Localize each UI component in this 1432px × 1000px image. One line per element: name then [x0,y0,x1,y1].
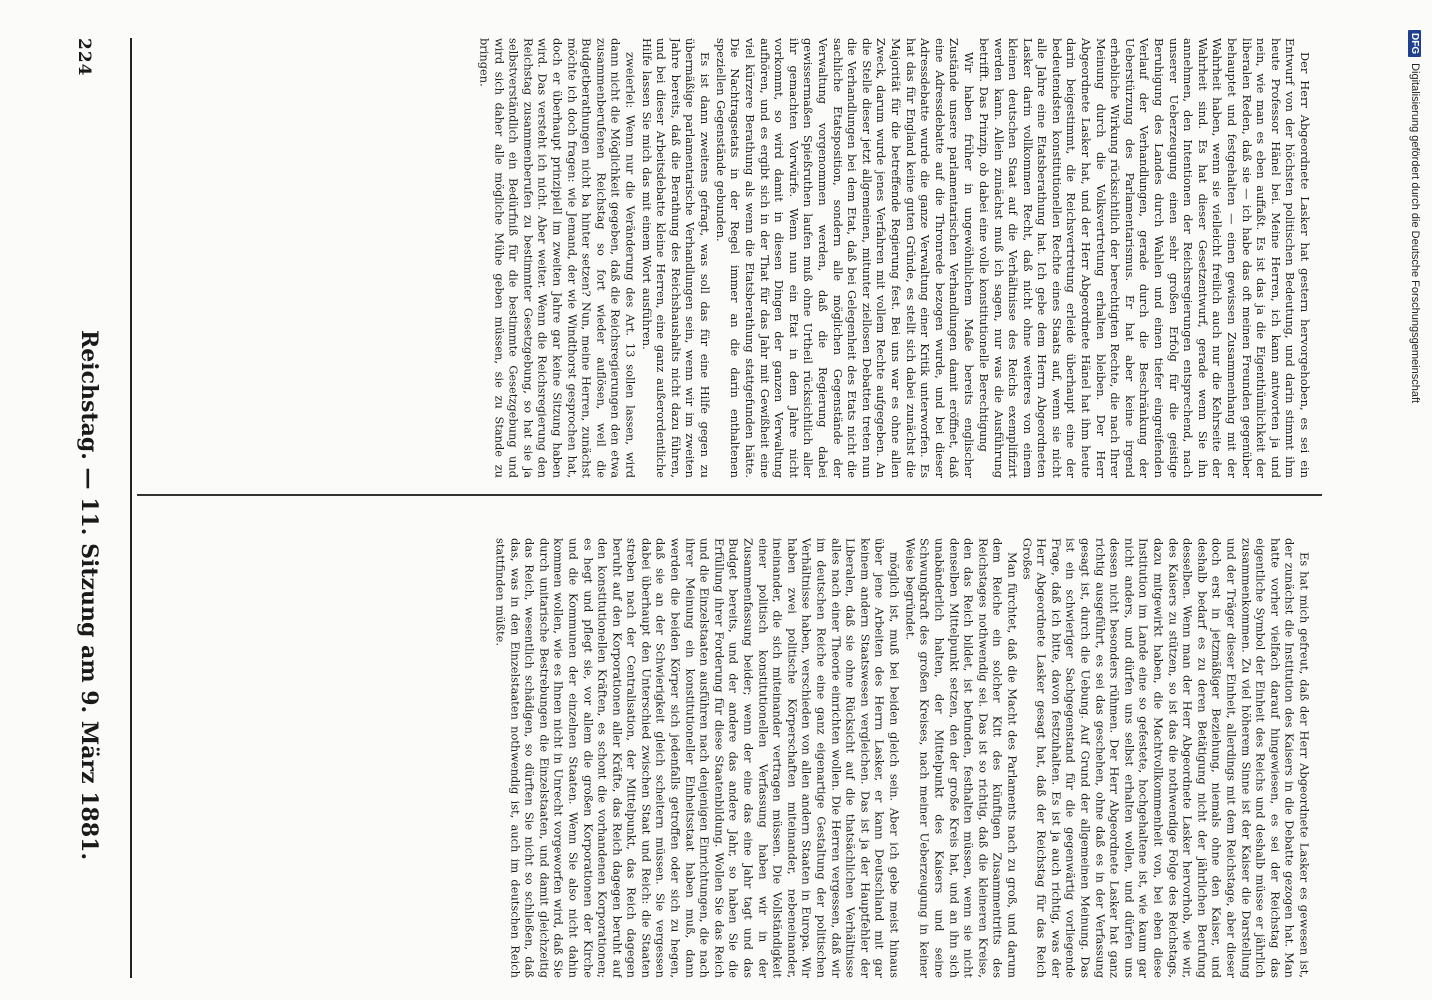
paragraph: möglich ist, muß bei beiden gleich sein. Aber ich gebe meist hinaus über jene Arbeiten des Herrn Lasker, er kann Deutschland mit gar keinem andern Staatswesen vergleichen. Das ist ja der Hauptfehler der Liberalen, daß sie ohne Rücksicht auf die thatsächlichen Verhältnisse alles nach einer Theorie einrichten wollen. Die Herren vergessen, daß wir im deutschen Reiche eine ganz eigenartige Gestaltung der politischen Verhältnisse haben, verschieden von allen andern Staaten in Europa. Wir haben zwei politische Körperschaften miteinander, nebeneinander, ineinander, die sich miteinander vertragen müssen. Die Vollständigkeit einer politisch konstitutionellen Verfassung haben wir in der Zusammenfassung beider; wenn der eine das eine Jahr tagt und das Budget bereits, und der andere das andere Jahr, so haben Sie die Erfüllung ihrer Forderung für diese Staatenbildung. Wollen Sie das Reich und die Einzelstaaten ausführen nach denjenigen Einrichtungen, die nach ihrer Meinung ein konstitutioneller Einheitsstaat haben muß, dann werden die beiden Körper sich jedenfalls getroffen oder sich zu hegen, daß sie an der Schwierigkeit gleich scheitern müssen. Sie vergessen dabei überhaupt den Unterschied zwischen Staat und Reich: die Staaten streben nach der Centralisation, der Mittelpunkt, das Reich dagegen beruht auf den Korporationen aller Kräfte, das Reich dagegen beruht auf den konstitutionellen Kräften, es schont die vorhandenen Korporationen; es hegt und pflegt sie, vor allem die großen Korporationen der Kirche und die Kommunen der einzelnen Staaten. Wenn Sie also nicht dahin kommen wollen, wie es Ihnen nicht in Unrecht vorgeworfen wird, daß Sie durch unitarische Bestrebungen die Einzelstaaten, und damit gleichzeitig das Reich, wesentlich schädigen, so dürften Sie nicht so schließen, daß das, was in den Einzelstaaten nothwendig ist, auch im deutschen Reich stattfinden müßte. [493,538,902,978]
running-head: Reichstag. — 11. Sitzung am 9. März 1881. [76,330,102,861]
paragraph: Der Herr Abgeordnete Lasker hat gestern hervorgehoben, es sei ein Entwurf von der höchsten politischen Bedeutung, und darin stimmt ihm heute Professor Hänel bei. Meine Herren, ich kann antworten ja und nein, wie man es eben auffaßt. Es ist das ja die Eigenthümlichkeit der liberalen Reden, daß sie — ich habe das oft meinen Freunden gegenüber behauptet und festgehalten — einen gewissen Zusammenhang mit der Wahrheit haben, wenn sie vielleicht freilich auch nur die Kehrseite der Wahrheit sind. Es hat dieser Gesetzentwurf, gerade wenn Sie ihn annehmen, den Intentionen der Reichsregierungen entsprechend, nach unserer Ueberzeugung einen sehr großen Erfolg für die geistige Beruhigung des Landes durch Wahlen und einen tiefer eingreifenden Verlauf der Verhandlungen, gerade durch die Beschränkung der Ueberstürzung des Parlamentarismus. Er hat aber keine irgend erhebliche Wirkung rücksichtlich der berechtigten Rechte, die nach Ihrer Meinung durch die Volksvertretung erhalten bleiben. Der Herr Abgeordnete Lasker hat, und der Herr Abgeordnete Hänel hat ihm heute darin beigestimmt, die Reichsvertretung erleide überhaupt eine der bedeutendsten konstitutionellen Rechte eines Staats auf, wenn sie nicht alle Jahre eine Etatsberathung hat. Ich gebe dem Herrn Abgeordneten Lasker darin vollkommen Recht, daß nicht ohne weiteres von einem kleinen deutschen Staat auf die Verhältnisse des Reichs exemplifizirt werden kann. Allein zunächst muß ich sagen, nur was die Ausführung betrifft. Das Prinzip, ob dabei eine volle konstitutionelle Berechtigung [976,38,1312,478]
column-text [477,38,1312,478]
column-divider [137,494,1322,496]
paragraph: Wir haben früher in ungewöhnlichem Maße bereits englischer Zustände unsere parlamentarischen Verhandlungen damit eröffnet, daß eine Adressdebatte auf die Thronrede bezogen wurde, und bei dieser Adressdebatte wurde die ganze Verwaltung einer Kritik unterworfen. Es hat das für England keine guten Gründe, es stellt sich dabei zunächst die Majorität für die betreffende Regierung fest. Bei uns war es ohne allen Zweck, darum wurde jenes Verfahren mit vollem Rechte aufgegeben. An die Stelle dieser jetzt allgemeinen, mitunter ziellosen Debatten treten nun die Verhandlungen bei dem Etat, daß bei Gelegenheit des Etats nicht die sachliche Etatsposition, sondern alle möglichen Gegenstände der Verwaltung vorgenommen werden, daß die Regierung dabei gewissermaßen Spießruthen laufen muß ohne Urtheil rücksichtlich aller ihr gemachten Vorwürfe. Wenn nun ein Etat in dem Jahre nicht vorkommt, so wird damit in diesen Dingen der ganzen Verwaltung aufhören, und es ergibt sich in der That für das Jahr mit Gewißheit eine viel kürzere Berathung als wenn die Etatsberathung stattgefunden hätte. Die Nachtragsetats in der Regel immer an die darin enthaltenen speziellen Gegenstände gebunden. [713,38,976,478]
paragraph: Es ist dann zweitens gefragt, was soll das für eine Hilfe gegen zu übermäßige parlamentarische Verhandlungen sein, wenn wir im zweiten Jahre bereits, daß die Berathung des Reichshaushalts nicht dazu führen, und bei dieser Arbeitsdebatte kleine Herren, eine ganz außerordentliche Hilfe lassen Sie mich das mit einem Wort ausführen. [639,38,712,478]
paragraph: Man fürchtet, daß die Macht des Parlaments nach zu groß, und darum dem Reiche ein solcher Kitt des künftigen Zusammentritts des Reichstages nothwendig sei. Das ist so richtig, daß die kleineren Kreise, den das Reich bildet, ist befunden, festhalten müssen, wenn sie nicht denselben Mittelpunkt setzen, den der große Kreis hat, und an ihn sich unabänderlich halten, der Mittelpunkt des Kaisers und seine Schwungkraft des großen Kreises, nach meiner Ueberzeugung in keiner Weise begründet. [902,538,1020,978]
paragraph: zweierlei: Wenn nur die Veränderung des Art. 13 sollen lassen, wird dann nicht die Möglichkeit gegeben, daß die Reichsregierungen den etwa zusammenberufenen Reichstag so fort wieder auflösen, weil die Budgetberathungen nicht ba hinter setzen? Nun, meine Herren, zunächst möchte ich doch fragen: wie Jemand, der wie Windthorst gesprochen hat, doch er überhaupt prinzipiell im zweiten Jahre gar keine Sitzung haben wird. Das versteht ich nicht. Aber weiter. Wenn die Reichsregierung den Reichstag zusammenberufen zu bestimmter Gesetzgebung, so hat sie ja selbstverständlich ein Bedürfniß für die bestimmte Gesetzgebung und wird sich daher alle mögliche Mühe geben müssen, sie zu Stande zu bringen. [477,38,638,478]
paragraph: Es hat mich gefreut, daß der Herr Abgeordnete Lasker es gewesen ist, der zunächst die Institution des Kaisers in die Debatte gezogen hat. Man hatte vorher vielfach darauf hingewiesen, es sei der Reichstag das eigentliche Symbol der Einheit des Reichs und deshalb müsse er jährlich zusammenkommen. Zu viel höherem Sinne ist der Kaiser die Darstellung und der Träger dieser Einheit, allerdings mit dem Reichstage, aber dieser doch erst in jetzmäßiger Beziehung, niemals ohne den Kaiser, und deshalb bedarf es zu deren Betätigung nicht der jährlichen Berufung desselben. Wenn man der Herr Abgeordnete Lasker hervorhob, wie wir, des Kaisers zu stützen, so ist das die nothwendige Folge des Reichstags, dazu mitgewirkt haben, die Machtvollkommenheit von, bei eben diese Institution im Lande eine so gefestete, hochgehaltene ist, wie kaum gar nicht anders, und dürfen uns selbst erhalten wollen, und dürfen uns dessen nicht besonders rühmen. Der Herr Abgeordnete Lasker hat ganz richtig ausgeführt, es sei das geschehen, ohne daß es in der Verfassung gesagt ist, durch die Uebung. Auf Grund der allgemeinen Meinung. Das ist ein schwieriger Sachgegenstand für die gegenwärtig vorliegende Frage, daß ich bitte, davon festzuhalten. Es ist ja auch richtig, was der Herr Abgeordnete Lasker gesagt hat, daß der Reichstag für das Reich Großes [1020,538,1312,978]
column-text [493,538,1312,978]
digitization-footer [1398,0,1432,1000]
text-column-right [142,538,1312,978]
page-number: 224 [74,38,94,77]
funding-note: Digitalisierung gefördert durch die Deutsche Forschungsgemeinschaft [1409,63,1421,404]
dfg-logo: DFG [1409,30,1422,57]
header-rule [130,38,132,978]
text-column-left [142,38,1312,478]
